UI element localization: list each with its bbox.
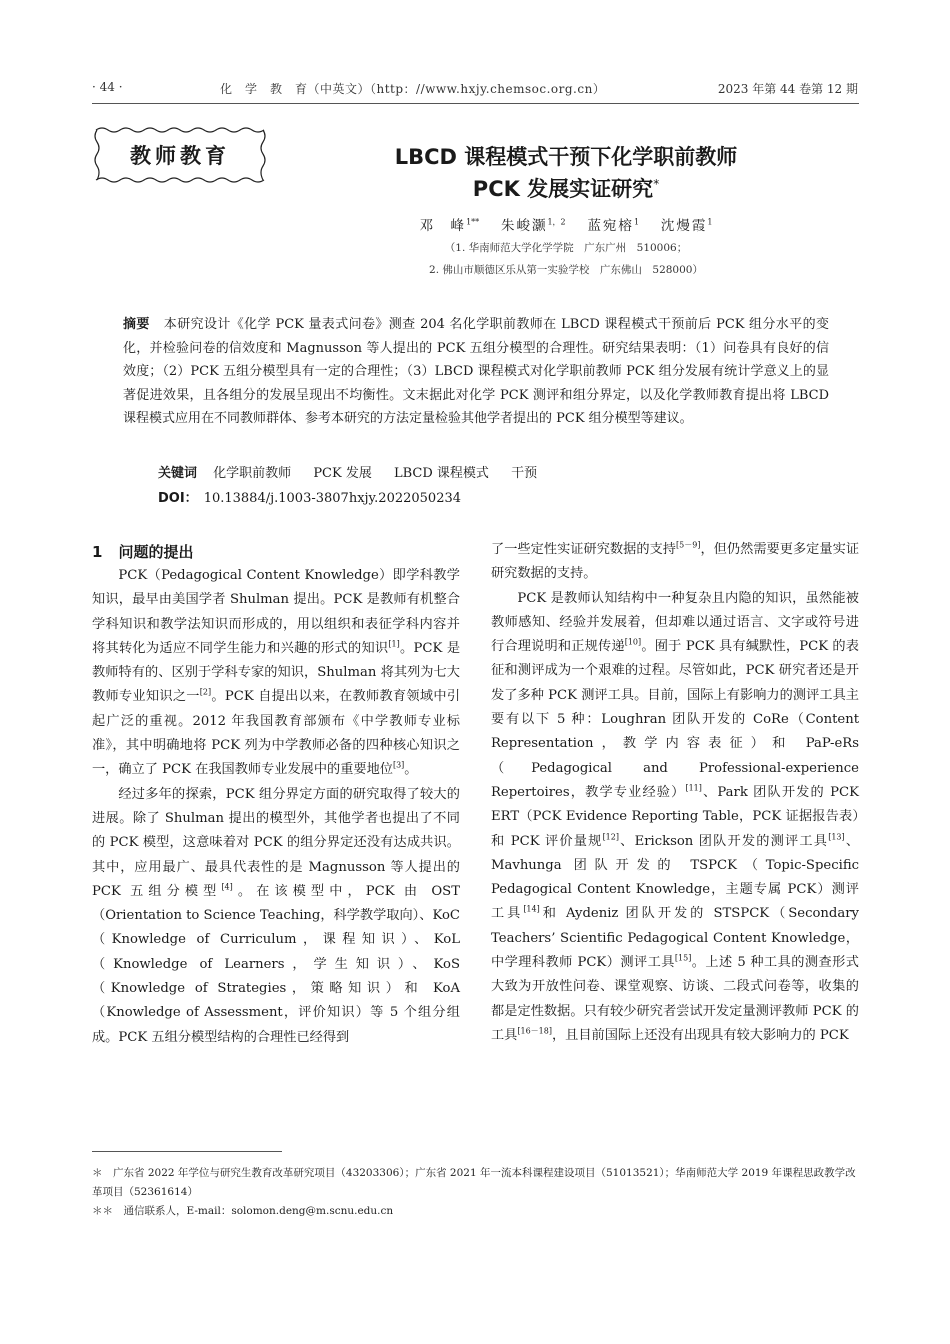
author-mark: 1，2 — [547, 217, 566, 227]
title-footnote-mark: * — [653, 177, 660, 191]
keywords — [158, 462, 555, 481]
abstract — [123, 313, 829, 431]
author: 沈熳霞 — [660, 218, 708, 234]
text-run: 。 — [404, 762, 418, 778]
affiliation: 2. 佛山市顺德区乐从第一实验学校 广东佛山 528000） — [429, 264, 703, 276]
paragraph — [92, 564, 460, 783]
text-run: ，但仍然需要更多定量实证研究数据的支持。 — [491, 542, 860, 582]
header-rule — [92, 103, 859, 104]
text-run: 和 Aydeniz 团队开发的 STSPCK（Secondary Teachers’ Scientific Pedagogical Content Knowledge，中学理科教师 PCK）测评工具 — [491, 906, 859, 971]
text-run: 。上述 5 种工具的测查形式大致为开放性问卷、课堂观察、访谈、二段式问卷等，收集的都是定性数据。只有较少研究者尝试开发定量测评教师 PCK 的工具 — [491, 955, 859, 1043]
text-run: 。PCK 自提出以来，在教师教育领域中引起广泛的重视。2012 年我国教育部颁布《中学教师专业标准》，其中明确地将 PCK 列为中学教师必备的四种核心知识之一，确立了 PCK 在我国教师专业发展中的重要地位 — [92, 689, 461, 778]
citation: [3] — [392, 760, 405, 770]
citation: [1] — [388, 639, 400, 649]
text-run: 、Mavhunga 团队开发的 TSPCK（Topic-Specific Pedagogical Content Knowledge，主题专属 PCK）测评工具 — [491, 833, 860, 922]
text-run: 。PCK 是教师特有的、区别于学科专家的知识，Shulman 将其列为七大教师专业知识之一 — [92, 640, 461, 705]
column-tag-label: 教师教育 — [130, 144, 230, 168]
citation: [15] — [674, 953, 692, 963]
citation: [5－9] — [676, 540, 701, 550]
doi-label: DOI： — [158, 491, 198, 506]
section-heading — [92, 540, 460, 564]
column-tag — [92, 124, 268, 186]
citation: [14] — [523, 905, 540, 915]
text-run: PCK 是教师认知结构中一种复杂且内隐的知识，虽然能被教师感知、经验并发展着，但却难以通过语言、文字或符号进行合理说明和正规传递 — [491, 590, 859, 655]
footnotes — [92, 1164, 859, 1221]
footnote-funding: ＊ 广东省 2022 年学位与研究生教育改革研究项目（43203306）；广东省 2021 年一流本科课程建设项目（51013521）；华南师范大学 2019 年课程思政教学改革项目（52361614） — [92, 1167, 856, 1198]
author: 蓝宛榕 — [587, 218, 634, 234]
text-run: 、Erickson 团队开发的测评工具 — [618, 833, 829, 849]
keyword: 干预 — [511, 466, 538, 481]
text-run: 、Park 团队开发的 PCK ERT（PCK Evidence Reporting Table，PCK 证据报告表）和 PCK 评价量规 — [491, 784, 859, 849]
section-number: 1 — [92, 543, 103, 561]
citation: [12] — [602, 832, 619, 842]
issue-info: 2023 年第 44 卷第 12 期 — [717, 82, 858, 96]
text-run: PCK（Pedagogical Content Knowledge）即学科教学知识，最早由美国学者 Shulman 提出。PCK 是教师有机整合学科知识和教学法知识而形成的，用以组织和表征学科内容并将其转化为适应不同学生能力和兴趣的形式的知识 — [92, 568, 460, 656]
body-column-left — [92, 540, 460, 1050]
text-run: 。囿于 PCK 具有缄默性，PCK 的表征和测评成为一个艰难的过程。尽管如此，PCK 研究者还是开发了多种 PCK 测评工具。目前，国际上有影响力的测评工具主要有以下 5 种：Loughran 团队开发的 CoRe（Content Representation，教学内容表征）和 PaP-eRs（Pedagogical and Professional-experience Repertoires，教学专业经验） — [491, 639, 859, 800]
author-list — [300, 214, 832, 234]
text-run: 经过多年的探索，PCK 组分界定方面的研究取得了较大的进展。除了 Shulman 提出的模型外，其他学者也提出了不同的 PCK 模型，这意味着对 PCK 的组分界定还没有达成共识。其中，应用最广、最具代表性的是 Magnusson 等人提出的 PCK 五组分模型 — [92, 786, 460, 899]
citation: [10] — [624, 637, 642, 647]
citation: [16－18] — [517, 1026, 552, 1036]
article-title-line1: LBCD 课程模式干预下化学职前教师 — [394, 145, 738, 169]
paragraph — [491, 587, 859, 1049]
text-run: ，且目前国际上还没有出现具有较大影响力的 PCK — [551, 1027, 849, 1043]
doi — [158, 487, 461, 506]
keyword: 化学职前教师 — [213, 466, 292, 481]
citation: [2] — [199, 688, 212, 698]
text-run: 了一些定性实证研究数据的支持 — [491, 542, 677, 557]
article-title-text: PCK 发展实证研究 — [472, 177, 654, 201]
paragraph — [92, 783, 460, 1050]
text-run: 。在该模型中，PCK 由 OST（Orientation to Science Teaching，科学教学取向）、KoC（Knowledge of Curriculum，课程知识）、KoL（Knowledge of Learners，学生知识）、KoS（Knowledge of Strategies，策略知识）和 KoA（Knowledge of Assessment，评价知识）等 5 个组分组成。PCK 五组分模型结构的合理性已经得到 — [92, 883, 461, 1045]
body-column-right — [491, 538, 859, 1048]
doi-value: 10.13884/j.1003-3807hxjy.2022050234 — [203, 491, 462, 506]
keyword: PCK 发展 — [313, 466, 372, 481]
author-mark: 1** — [466, 217, 480, 227]
keywords-label: 关键词 — [158, 466, 198, 481]
author-mark: 1 — [707, 217, 713, 227]
author-mark: 1 — [633, 217, 640, 227]
journal-name: 化 学 教 育（中英文）（http：//www.hxjy.chemsoc.org.cn） — [220, 82, 606, 96]
abstract-text: 本研究设计《化学 PCK 量表式问卷》测查 204 名化学职前教师在 LBCD 课程模式干预前后 PCK 组分水平的变化，并检验问卷的信效度和 Magnusson 等人提出的 PCK 五组分模型的合理性。研究结果表明：（1）问卷具有良好的信效度；（2）PCK 五组分模型具有一定的合理性；（3）LBCD 课程模式对化学职前教师 PCK 组分发展有统计学意义上的显著促进效果，且各组分的发展呈现出不均衡性。文末据此对化学 PCK 测评和组分界定，以及化学教师教育提出将 LBCD 课程模式应用在不同教师群体、参考本研究的方法定量检验其他学者提出的 PCK 组分模型等建议。 — [123, 317, 829, 426]
keyword: LBCD 课程模式 — [394, 466, 489, 481]
section-title: 问题的提出 — [118, 543, 194, 561]
article-title-line2 — [300, 173, 832, 203]
affiliation: （1. 华南师范大学化学学院 广东广州 510006； — [444, 242, 688, 254]
page-number: · 44 · — [92, 80, 123, 94]
author: 邓 峰 — [419, 218, 467, 234]
citation: [11] — [685, 783, 702, 793]
citation: [4] — [221, 882, 233, 892]
abstract-label: 摘要 — [123, 317, 150, 332]
citation: [13] — [828, 832, 845, 842]
footnote-rule — [92, 1151, 282, 1152]
footnote-contact: ＊＊ 通信联系人，E-mail：solomon.deng@m.scnu.edu.cn — [92, 1205, 394, 1217]
paragraph — [491, 538, 859, 587]
author: 朱峻灏 — [500, 218, 548, 234]
